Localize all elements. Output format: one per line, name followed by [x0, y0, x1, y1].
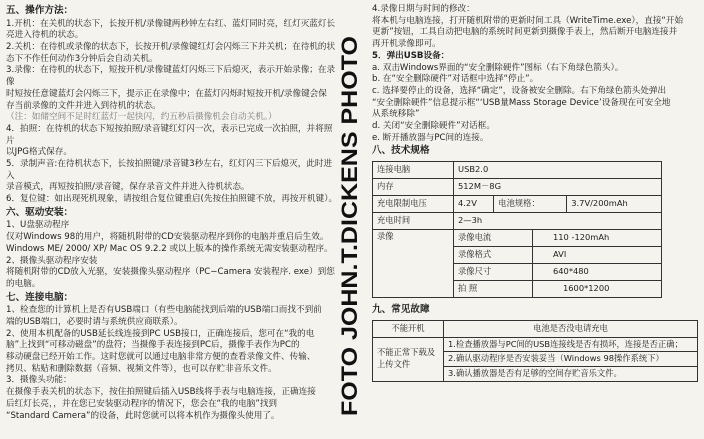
- spec-value: 4.2V: [454, 196, 494, 213]
- right-column: [372, 4, 700, 382]
- eject-line: “安全删除硬件”信息提示框“‘USB量Mass Storage Device’设备现在可安全地: [372, 97, 671, 108]
- faq-table: [372, 320, 698, 382]
- driver-sub2: 2、摄像头驱动程序安装: [6, 255, 98, 266]
- spec-value: 3.7V/200mAh: [567, 196, 662, 213]
- driver-sub1: 1、U盘驱动程序: [6, 220, 70, 231]
- connect-line: 2、使用本机配备的USB延长线连接到PC USB接口，正确连接后，您可在“我的电: [6, 328, 315, 339]
- spec-value: USB2.0: [454, 162, 662, 179]
- ops-line: 录音模式，再短按拍照/录音键，保存录音文件并进入待机状态。: [6, 182, 250, 193]
- eject-line: 从系统移除”: [372, 109, 420, 120]
- ops-line: 2.关机：在待机或录像的状态下，长按开机/录像键红灯会闪烁三下并关机；在待机的状: [6, 42, 336, 52]
- spec-value: 2—3h: [454, 213, 662, 230]
- section-faq-title: 九、常见故障: [372, 304, 430, 316]
- eject-line: a. 双击Windows界面的“安全删除硬件”图标（右下角绿色箭头）。: [372, 62, 624, 73]
- spec-label: 连接电脑: [373, 162, 454, 179]
- video-spec-label: 录像格式: [454, 247, 533, 264]
- connect-line: 后红灯长亮，，并在您已安装驱动程序的情况下，您会在“我的电脑”找到: [6, 398, 278, 409]
- table-row: [373, 162, 662, 179]
- time-line: 再开机录像即可。: [372, 39, 441, 50]
- video-spec-label: 录像尺寸: [454, 264, 533, 281]
- driver-line: 的电脑。: [6, 278, 41, 289]
- watermark-text: FOTO JOHN.T.DICKENS PHOTO: [337, 81, 362, 416]
- ops-line: 1.开机：在关机的状态下，长按开机/录像键两秒钟左右红、蓝灯同时亮，红灯灭蓝灯长: [6, 18, 336, 29]
- eject-line: b. 在“安全删除硬件”对话框中选择“停止”。: [372, 74, 539, 85]
- table-row: [373, 320, 698, 337]
- ops-line: 时短按任意键蓝灯会闪烁三下，提示正在录像中；在蓝灯闪烁时短按开机/录像键会保: [6, 88, 327, 99]
- eject-line: e. 断开播放器与PC间的连接。: [372, 132, 489, 143]
- eject-line: d. 关闭“安全删除硬件”对话框。: [372, 121, 495, 132]
- connect-line: 脑”上找到“可移动磁盘”的盘符；当摄像手表连接到PC后，摄像手表作为PC的: [6, 340, 300, 351]
- driver-line: 将随机附带的CD放入光驱，安装摄像头驱动程序（PC−Camera 安装程序. exe）到您: [6, 267, 335, 278]
- ops-line: 亮进入待机的状态。: [6, 30, 84, 41]
- watermark-svg: [325, 28, 371, 418]
- time-line: 将本机与电脑连接，打开随机附带的更新时间工具（WriteTime.exe），直接“开始: [372, 15, 684, 26]
- eject-title: 5．弹出USB设备：: [372, 50, 450, 61]
- faq-problem: 不能正常下载及上传文件: [373, 337, 444, 381]
- table-row: [454, 247, 661, 264]
- connect-line: 1、检查您的计算机上是否有USB端口（有些电脑能找到后端的USB端口而找不到前: [6, 305, 322, 316]
- photo-watermark: [325, 28, 371, 418]
- connect-line: 端的USB端口，必要时请与系统供应商联系）。: [6, 316, 183, 327]
- section-ops-title: 五、操作方法：: [6, 5, 74, 16]
- spec-label: 电池规格：: [494, 196, 567, 213]
- eject-line: c. 选择要停止的设备，选择“确定”，设备被安全删除。右下角绿色箭头处弹出: [372, 85, 667, 96]
- faq-solution: 1.检查播放器与PC间的USB连接线是否有损坏，连接是否正确；: [444, 338, 697, 353]
- spec-sub-cell: [454, 230, 662, 298]
- video-spec-label: 录像电流: [454, 230, 533, 247]
- table-row: [454, 281, 661, 298]
- table-row: [454, 230, 661, 247]
- section-spec-title: 八、技术规格: [372, 145, 430, 157]
- time-line: 4.录像日期与时间的修改：: [372, 4, 475, 14]
- video-spec-value: 110 -120mAh: [533, 230, 662, 247]
- ops-line: 4．拍照：在待机的状态下短按拍照/录音键红灯闪一次，表示已完成一次拍照，并将照片: [6, 123, 333, 146]
- video-spec-value: 640*480: [533, 264, 662, 281]
- driver-line: 仅对Windows 98的用户，将随机附带的CD安装驱动程序到你的电脑并重启后生效。: [6, 232, 329, 243]
- table-row: [373, 196, 662, 213]
- spec-table: [372, 161, 662, 298]
- faq-solution: 2.确认驱动程序是否安装妥当（Windows 98操作系统下）: [444, 352, 697, 367]
- spec-label: 录像: [373, 230, 454, 298]
- faq-solution: 3.确认播放器是否有足够的空间存贮音乐文件。: [448, 368, 622, 379]
- ops-note: （注：如储空间不足时红蓝灯一起快闪，约五秒后摄像机会自动关机。）: [6, 112, 277, 123]
- connect-line: 拷贝、粘贴和删除数据（音频、视频文件等），也可以存贮非音乐文件。: [6, 363, 277, 374]
- time-line: 更新”按钮，工具自动把电脑的系统时间更新到摄像手表上，然后断开电脑连接并: [372, 27, 678, 38]
- faq-problem: 不能开机: [373, 320, 444, 337]
- video-spec-value: AVI: [533, 247, 662, 264]
- table-row: [373, 230, 662, 298]
- ops-line: 态下不作任何动作3分钟后会自动关机。: [6, 53, 158, 64]
- ops-line: 以JPG格式保存。: [6, 147, 72, 158]
- ops-line: 6．复位键：如出现死机现象，请按组合复位键重启(先按住拍照键不放，再按开机键）。: [6, 194, 338, 205]
- left-column: [6, 4, 340, 422]
- table-row: [373, 213, 662, 230]
- ops-line: 存当前录像的文件并进入到待机的状态。: [6, 100, 161, 111]
- spec-value: 512M－8G: [454, 179, 662, 196]
- table-row: [373, 179, 662, 196]
- spec-label: 充电限制电压: [373, 196, 454, 213]
- table-row: [373, 337, 698, 381]
- video-spec-label: 拍 照: [454, 281, 533, 298]
- video-spec-table: [454, 230, 661, 297]
- section-driver-title: 六、驱动安装：: [6, 206, 74, 218]
- faq-solution: 电池是否没电请充电: [444, 320, 698, 337]
- video-spec-value: 1600*1200: [563, 283, 610, 294]
- ops-line: 5．录制声音:在待机状态下，长按拍照键/录音键3秒左右，红灯闪三下后熄灭，此时进入: [6, 159, 333, 181]
- connect-line: “Standard Camera”的设备，此时您就可以将本机作为摄像头使用了。: [6, 410, 280, 421]
- driver-line: Windows ME/ 2000/ XP/ Mac OS 9.2.2 或以上版本的操作系统无需安装驱动程序。: [6, 243, 333, 254]
- connect-line: 在摄像手表关机的状态下，按住拍照键后插入USB线将手表与电脑连接，正确连接: [6, 387, 316, 398]
- section-connect-title: 七、连接电脑：: [6, 291, 74, 303]
- table-row: [454, 264, 661, 281]
- faq-solution-cell: [444, 337, 698, 381]
- connect-line: 移动硬盘已经开始工作。这时您就可以通过电脑非常方便的查看录像文件、传输、: [6, 352, 316, 363]
- spec-label: 充电时间: [373, 213, 454, 230]
- spec-label: 内存: [373, 179, 454, 196]
- ops-line: 3.录像：在待机的状态下，短按开机/录像键蓝灯闪烁三下后熄灭，表示开始录像；在录像: [6, 65, 336, 88]
- connect-line: 3．摄像头功能：: [6, 375, 72, 386]
